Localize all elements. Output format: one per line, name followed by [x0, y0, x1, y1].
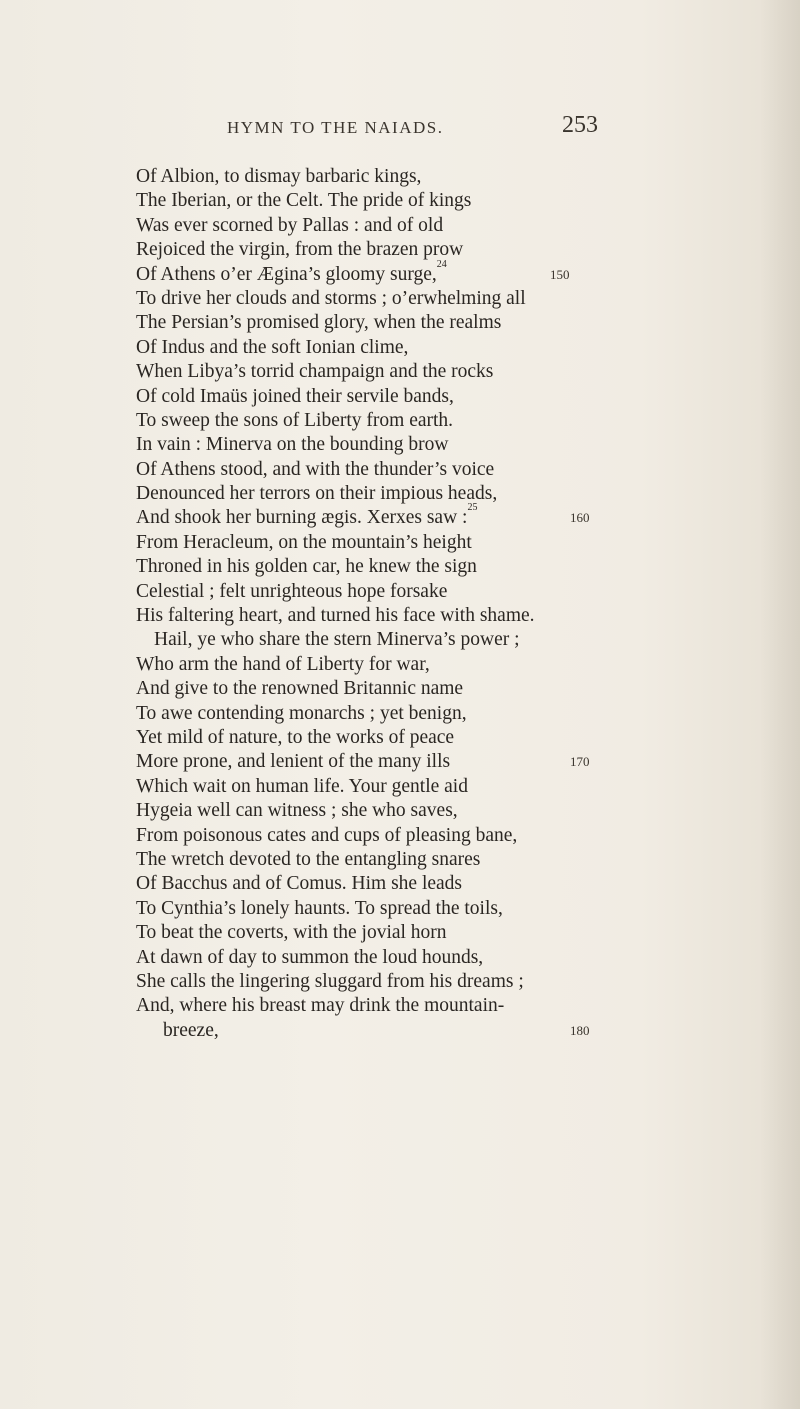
line-text: Denounced her terrors on their impious heads,: [136, 483, 498, 505]
line-text: And shook her burning ægis. Xerxes saw :: [136, 507, 468, 529]
poem-line: [136, 799, 616, 823]
line-text: The wretch devoted to the entangling snares: [136, 848, 481, 870]
line-text: Throned in his golden car, he knew the sign: [136, 556, 477, 578]
line-text: Celestial ; felt unrighteous hope forsake: [136, 580, 448, 602]
line-text: Of Athens o’er Ægina’s gloomy surge,: [136, 263, 437, 285]
poem-line: [136, 580, 616, 604]
line-text: In vain : Minerva on the bounding brow: [136, 434, 449, 456]
line-text: Of Athens stood, and with the thunder’s voice: [136, 458, 495, 480]
poem-line: [136, 360, 616, 384]
poem-line: [136, 165, 616, 189]
line-text: From Heracleum, on the mountain’s height: [136, 531, 472, 553]
line-text: Of cold Imaüs joined their servile bands,: [136, 385, 454, 407]
line-number: 150: [550, 266, 570, 282]
footnote-ref: 24: [436, 258, 447, 270]
line-text: To awe contending monarchs ; yet benign,: [136, 702, 467, 724]
page-header: [0, 112, 800, 146]
poem-line: [136, 921, 616, 945]
line-text: To sweep the sons of Liberty from earth.: [136, 409, 454, 431]
poem-line: [136, 214, 616, 238]
poem-line: [136, 726, 616, 750]
line-text: Who arm the hand of Liberty for war,: [136, 653, 430, 675]
line-text: To drive her clouds and storms ; o’erwhelming all: [136, 287, 526, 309]
poem-line: [136, 848, 616, 872]
line-text: At dawn of day to summon the loud hounds,: [136, 946, 484, 968]
line-text: She calls the lingering sluggard from his dreams ;: [136, 970, 524, 992]
line-text: More prone, and lenient of the many ills: [136, 751, 451, 773]
line-number: 160: [570, 510, 590, 526]
footnote-ref: 25: [467, 502, 478, 514]
line-text: To Cynthia’s lonely haunts. To spread the toils,: [136, 897, 503, 919]
line-number: 180: [570, 1022, 590, 1038]
poem-line: [136, 502, 616, 530]
line-text: Of Indus and the soft Ionian clime,: [136, 336, 409, 358]
poem-line: [136, 653, 616, 677]
poem-line: [136, 872, 616, 896]
poem-line: [136, 385, 616, 409]
line-text: Of Albion, to dismay barbaric kings,: [136, 166, 422, 187]
poem-line: [136, 750, 616, 774]
poem-line: [136, 336, 616, 360]
poem-line: [136, 458, 616, 482]
poem-line: [136, 677, 616, 701]
line-text: The Iberian, or the Celt. The pride of kings: [136, 190, 472, 212]
line-text: And give to the renowned Britannic name: [136, 678, 464, 700]
line-text: Hygeia well can witness ; she who saves,: [136, 800, 458, 822]
poem-line: [136, 238, 616, 262]
poem-line: [136, 970, 616, 994]
poem-line: [136, 702, 616, 726]
poem-line: [136, 433, 616, 457]
line-text: When Libya’s torrid champaign and the rocks: [136, 361, 494, 383]
poem-line: [136, 482, 616, 506]
poem-line: [136, 824, 616, 848]
line-text: And, where his breast may drink the mountain-: [136, 995, 505, 1017]
line-number: 170: [570, 754, 590, 770]
line-text: To beat the coverts, with the jovial horn: [136, 922, 447, 944]
line-text: Was ever scorned by Pallas : and of old: [136, 214, 444, 236]
poem-line: [136, 555, 616, 579]
line-text: Hail, ye who share the stern Minerva’s power ;: [154, 629, 520, 651]
line-text: Of Bacchus and of Comus. Him she leads: [136, 873, 463, 895]
line-text: The Persian’s promised glory, when the realms: [136, 312, 502, 334]
poem-line: [136, 258, 616, 287]
line-text: Yet mild of nature, to the works of peace: [136, 726, 455, 748]
poem-text: [136, 165, 616, 1043]
poem-line: [136, 409, 616, 433]
poem-line: [136, 189, 616, 213]
line-text: breeze,: [163, 1019, 219, 1041]
poem-line: [136, 775, 616, 799]
line-text: From poisonous cates and cups of pleasing bane,: [136, 824, 518, 846]
poem-line: [136, 1019, 616, 1043]
line-text: His faltering heart, and turned his face with shame.: [136, 605, 535, 627]
poem-line: [136, 311, 616, 335]
poem-line: [136, 531, 616, 555]
poem-line: [136, 628, 616, 652]
page-number: 253: [562, 112, 598, 138]
poem-line: [136, 897, 616, 921]
running-title: HYMN TO THE NAIADS.: [227, 118, 444, 137]
poem-line: [136, 994, 616, 1018]
line-text: Rejoiced the virgin, from the brazen prow: [136, 239, 464, 261]
line-text: Which wait on human life. Your gentle aid: [136, 775, 468, 797]
poem-line: [136, 287, 616, 311]
poem-line: [136, 946, 616, 970]
poem-line: [136, 604, 616, 628]
